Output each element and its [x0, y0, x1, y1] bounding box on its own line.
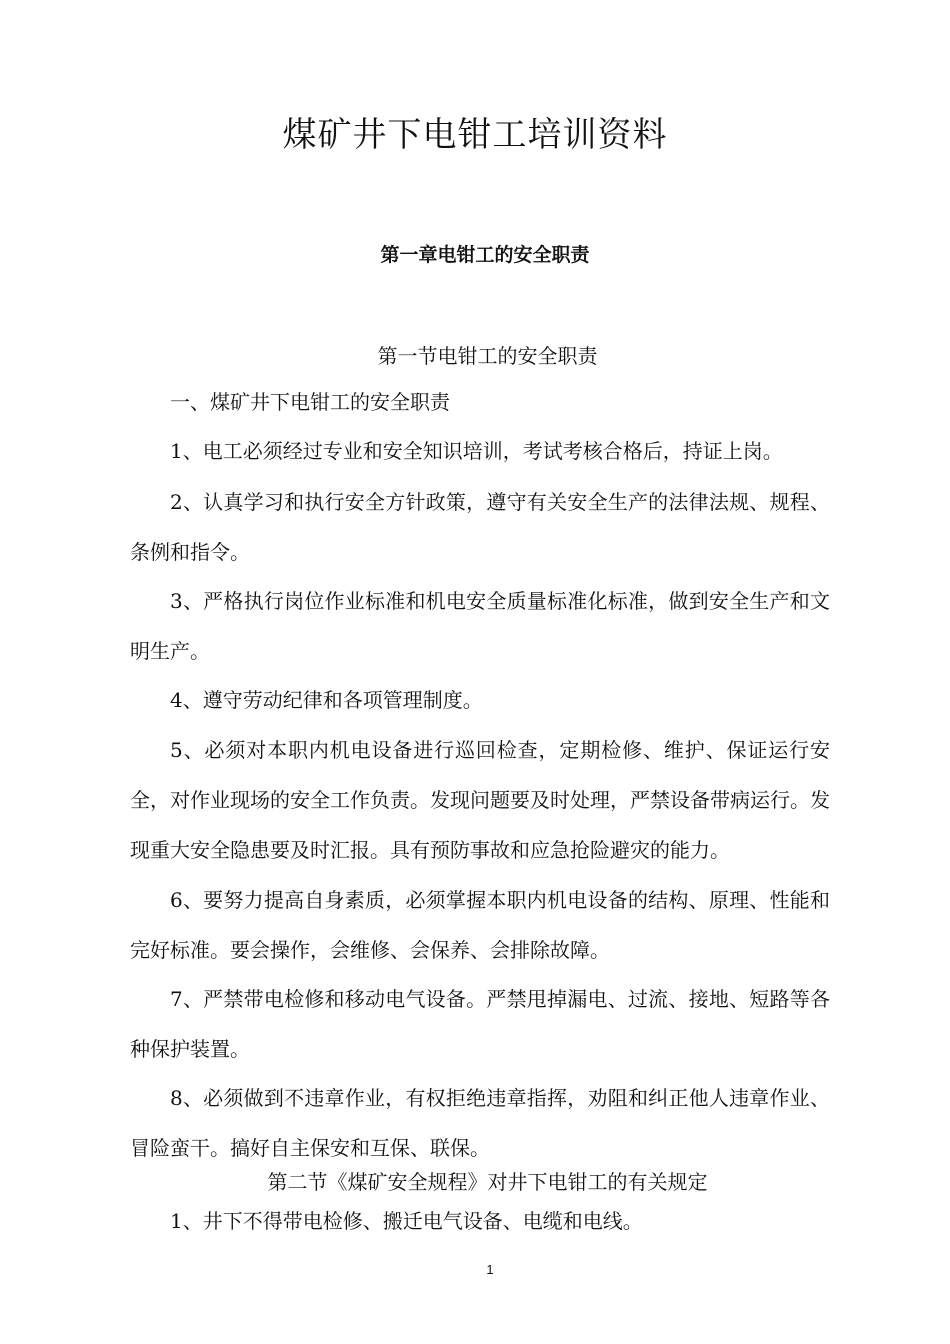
- chapter-heading: 第一章电钳工的安全职责: [380, 244, 590, 266]
- rule-item: 1、井下不得带电检修、搬迁电气设备、电缆和电线。: [170, 1209, 643, 1233]
- list-item: 2、认真学习和执行安全方针政策，遵守有关安全生产的法律法规、规程、条例和指令。: [130, 490, 830, 564]
- section-heading-1: 第一节电钳工的安全职责: [377, 344, 598, 368]
- section-heading-2: 第二节《煤矿安全规程》对井下电钳工的有关规定: [267, 1170, 708, 1194]
- list-item: 6、要努力提高自身素质，必须掌握本职内机电设备的结构、原理、性能和完好标准。要会操作，会维修、会保养、会排除故障。: [130, 888, 830, 962]
- list-item: 1、电工必须经过专业和安全知识培训，考试考核合格后，持证上岗。: [170, 439, 783, 463]
- list-item: 5、必须对本职内机电设备进行巡回检查，定期检修、维护、保证运行安全，对作业现场的安全工作负责。发现问题要及时处理，严禁设备带病运行。发现重大安全隐患要及时汇报。具有预防事故和应急抢险避灾的能力。: [130, 738, 830, 862]
- document-title: 煤矿井下电钳工培训资料: [282, 115, 668, 155]
- list-item: 8、必须做到不违章作业，有权拒绝违章指挥，劝阻和纠正他人违章作业、冒险蛮干。搞好自主保安和互保、联保。: [130, 1086, 830, 1160]
- subheading-1: 一、煤矿井下电钳工的安全职责: [170, 390, 450, 414]
- list-item: 7、严禁带电检修和移动电气设备。严禁甩掉漏电、过流、接地、短路等各种保护装置。: [130, 987, 830, 1061]
- page-number: 1: [486, 1262, 494, 1277]
- list-item: 3、严格执行岗位作业标准和机电安全质量标准化标准，做到安全生产和文明生产。: [130, 589, 830, 663]
- list-item: 4、遵守劳动纪律和各项管理制度。: [170, 688, 483, 712]
